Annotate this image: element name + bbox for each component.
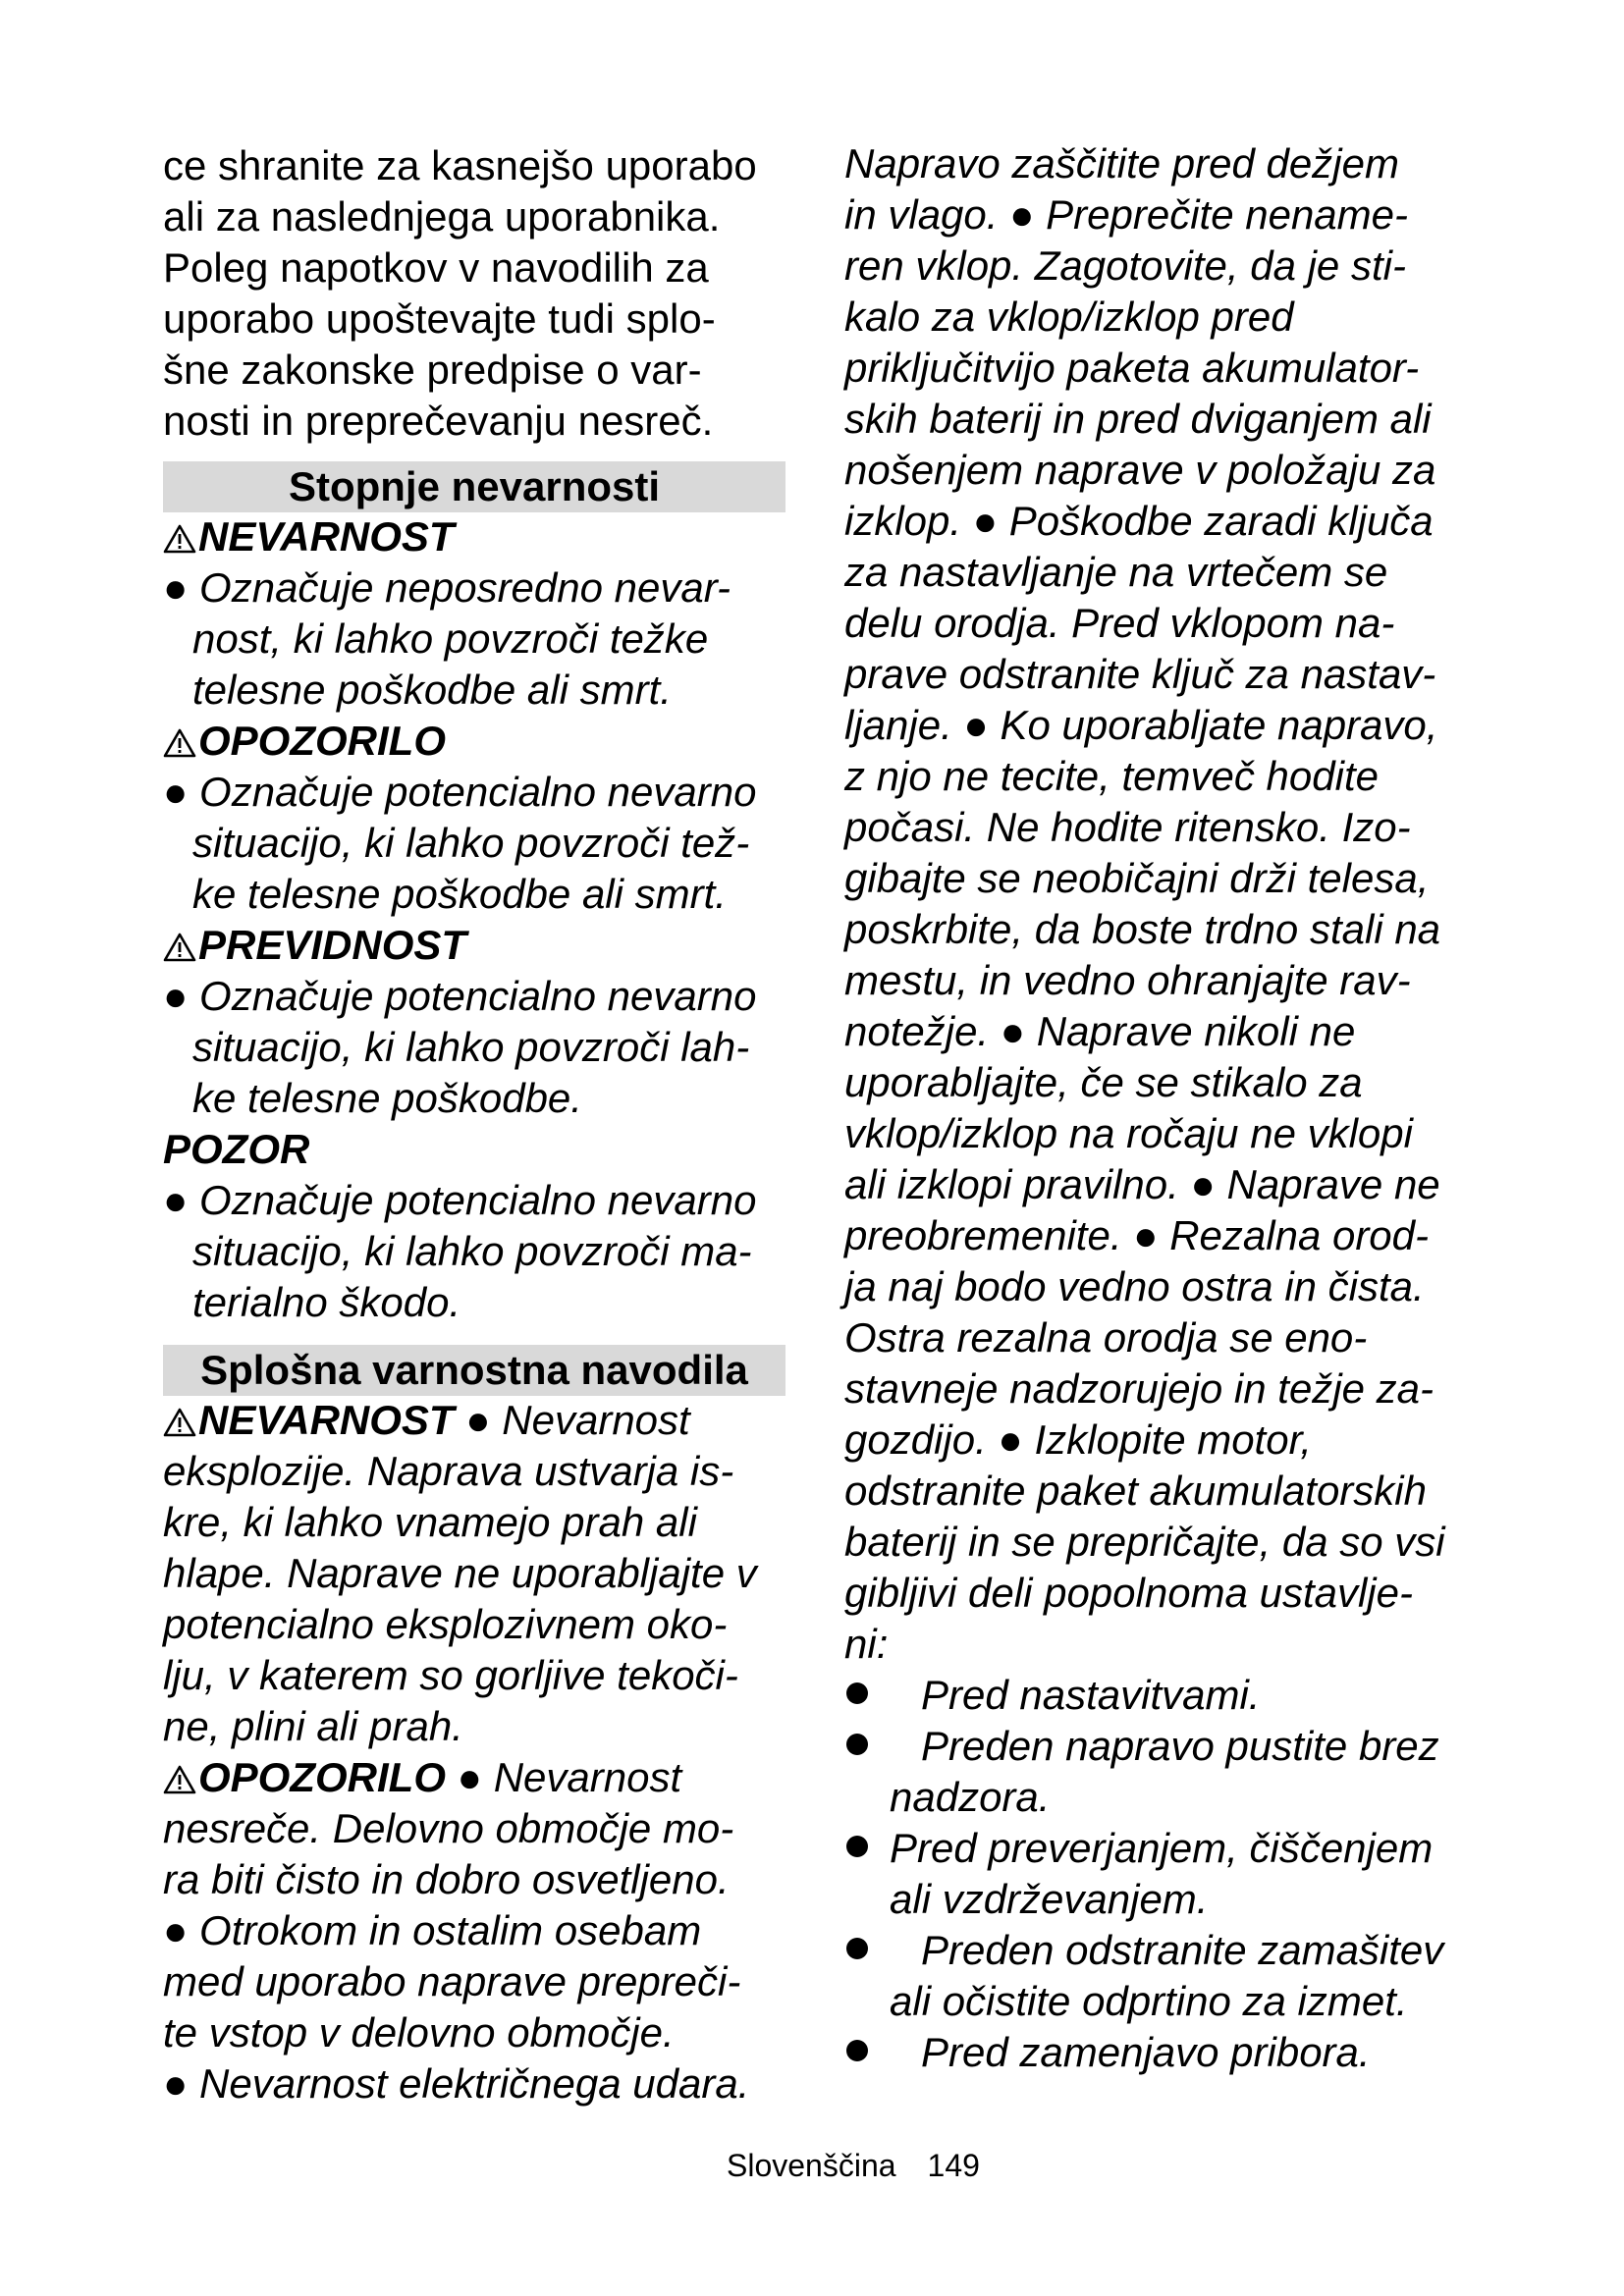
right-text-line: poskrbite, da boste trdno stali na (844, 906, 1441, 952)
warning2-text-line: med uporabo naprave prepreči- (163, 1958, 741, 2004)
warning-triangle-icon (163, 1408, 196, 1437)
caution-label: PREVIDNOST (198, 922, 467, 968)
right-text-line: ljanje. ● Ko uporabljate napravo, (844, 702, 1438, 748)
caution-text-line: situacijo, ki lahko povzroči lah- (192, 1024, 750, 1070)
notice-text-line: terialno škodo. (192, 1279, 461, 1325)
warning-text-line: ke telesne poškodbe ali smrt. (192, 871, 727, 917)
warning-heading (163, 716, 446, 767)
warning2-text-line: ● Otrokom in ostalim osebam (163, 1907, 702, 1953)
warning2-first-text: ● Nevarnost (446, 1754, 682, 1800)
right-text-line: počasi. Ne hodite ritensko. Izo- (844, 804, 1411, 850)
right-text-line: Ostra rezalna orodja se eno- (844, 1314, 1368, 1361)
warning-triangle-icon (163, 1765, 196, 1794)
bullet-item-continuation: ali očistite odprtino za izmet. (890, 1978, 1408, 2024)
warning-label: OPOZORILO (198, 718, 446, 764)
danger-text-line: nost, ki lahko povzroči težke (192, 615, 709, 662)
intro-line: Poleg napotkov v navodilih za (163, 244, 709, 291)
danger-label: NEVARNOST (198, 513, 455, 560)
danger-heading (163, 511, 455, 562)
warning-text-line: ● Označuje potencialno nevarno (163, 769, 757, 815)
right-text-line: notežje. ● Naprave nikoli ne (844, 1008, 1356, 1054)
right-text-line: ja naj bodo vedno ostra in čista. (844, 1263, 1425, 1309)
right-text-line: baterij in se prepričajte, da so vsi (844, 1519, 1445, 1565)
section-heading-hazard-levels: Stopnje nevarnosti (163, 461, 785, 512)
caution-text-line: ke telesne poškodbe. (192, 1075, 582, 1121)
bullet-item: Pred preverjanjem, čiščenjem (890, 1825, 1434, 1871)
right-text-line: Napravo zaščitite pred dežjem (844, 140, 1399, 187)
notice-text-line: ● Označuje potencialno nevarno (163, 1177, 757, 1223)
right-text-line: in vlago. ● Preprečite nename- (844, 191, 1408, 238)
danger2-text-line: lju, v katerem so gorljive tekoči- (163, 1652, 738, 1698)
danger2-text-line: hlape. Naprave ne uporabljajte v (163, 1550, 757, 1596)
warning2-label: OPOZORILO (198, 1754, 446, 1800)
bullet-item: Preden napravo pustite brez (921, 1723, 1439, 1769)
danger-text-line: telesne poškodbe ali smrt. (192, 667, 672, 713)
warning2-text-line: nesreče. Delovno območje mo- (163, 1805, 734, 1851)
danger2-text-line: eksplozije. Naprava ustvarja is- (163, 1448, 734, 1494)
bullet-item-continuation: nadzora. (890, 1774, 1051, 1820)
warning-triangle-icon (163, 933, 196, 962)
right-text-line: izklop. ● Poškodbe zaradi ključa (844, 498, 1434, 544)
section-heading-general-safety: Splošna varnostna navodila (163, 1345, 785, 1396)
right-text-line: odstranite paket akumulatorskih (844, 1468, 1427, 1514)
danger2-label: NEVARNOST (198, 1397, 455, 1443)
warning-triangle-icon (163, 524, 196, 554)
danger2-text-line: potencialno eksplozivnem oko- (163, 1601, 728, 1647)
right-text-line: delu orodja. Pred vklopom na- (844, 600, 1395, 646)
notice-heading: POZOR (163, 1126, 310, 1172)
right-text-line: prave odstranite ključ za nastav- (844, 651, 1436, 697)
warning2-text-line: te vstop v delovno območje. (163, 2009, 675, 2056)
bullet-dot-icon (846, 1682, 868, 1704)
danger2-text-line: kre, ki lahko vnamejo prah ali (163, 1499, 697, 1545)
right-text-line: gibljivi deli popolnoma ustavlje- (844, 1570, 1413, 1616)
right-text-line: priključitvijo paketa akumulator- (844, 345, 1420, 391)
intro-line: ce shranite za kasnejšo uporabo (163, 142, 757, 188)
warning2-text-line: ● Nevarnost električnega udara. (163, 2060, 750, 2107)
intro-line: ali za naslednjega uporabnika. (163, 193, 721, 240)
intro-line: uporabo upoštevajte tudi splo- (163, 295, 716, 342)
danger-text-line: ● Označuje neposredno nevar- (163, 564, 731, 611)
bullet-item: Pred zamenjavo pribora. (921, 2029, 1371, 2075)
caution-text-line: ● Označuje potencialno nevarno (163, 973, 757, 1019)
right-text-line: gibajte se neobičajni drži telesa, (844, 855, 1430, 901)
warning2-first-line (163, 1752, 681, 1803)
right-text-line: mestu, in vedno ohranjajte rav- (844, 957, 1411, 1003)
warning2-text-line: ra biti čisto in dobro osvetljeno. (163, 1856, 730, 1902)
danger2-first-line (163, 1395, 690, 1446)
right-text-line: stavneje nadzorujejo in težje za- (844, 1365, 1435, 1412)
footer-language: Slovenščina (727, 2148, 896, 2183)
page-number: 149 (927, 2148, 980, 2183)
bullet-dot-icon (846, 1836, 868, 1857)
right-text-line: uporabljajte, če se stikalo za (844, 1059, 1363, 1105)
bullet-item-continuation: ali vzdrževanjem. (890, 1876, 1209, 1922)
bullet-dot-icon (846, 1734, 868, 1755)
bullet-item: Preden odstranite zamašitev (921, 1927, 1444, 1973)
right-text-line: preobremenite. ● Rezalna orod- (844, 1212, 1430, 1258)
page-footer (727, 2146, 980, 2185)
bullet-dot-icon (846, 2040, 868, 2061)
right-text-line: ni: (844, 1621, 889, 1667)
right-text-line: ren vklop. Zagotovite, da je sti- (844, 242, 1406, 289)
right-text-line: z njo ne tecite, temveč hodite (844, 753, 1379, 799)
warning-triangle-icon (163, 728, 196, 758)
right-text-line: gozdijo. ● Izklopite motor, (844, 1416, 1312, 1463)
right-text-line: skih baterij in pred dviganjem ali (844, 396, 1432, 442)
bullet-dot-icon (846, 1938, 868, 1959)
intro-line: šne zakonske predpise o var- (163, 347, 702, 393)
bullet-item: Pred nastavitvami. (921, 1672, 1261, 1718)
right-text-line: kalo za vklop/izklop pred (844, 294, 1294, 340)
right-text-line: nošenjem naprave v položaju za (844, 447, 1436, 493)
right-text-line: za nastavljanje na vrtečem se (844, 549, 1388, 595)
notice-text-line: situacijo, ki lahko povzroči ma- (192, 1228, 752, 1274)
right-text-line: ali izklopi pravilno. ● Naprave ne (844, 1161, 1440, 1207)
caution-heading (163, 920, 466, 971)
danger2-text-line: ne, plini ali prah. (163, 1703, 463, 1749)
right-text-line: vklop/izklop na ročaju ne vklopi (844, 1110, 1413, 1156)
warning-text-line: situacijo, ki lahko povzroči tež- (192, 820, 750, 866)
danger2-first-text: ● Nevarnost (454, 1397, 690, 1443)
intro-line: nosti in preprečevanju nesreč. (163, 398, 714, 444)
